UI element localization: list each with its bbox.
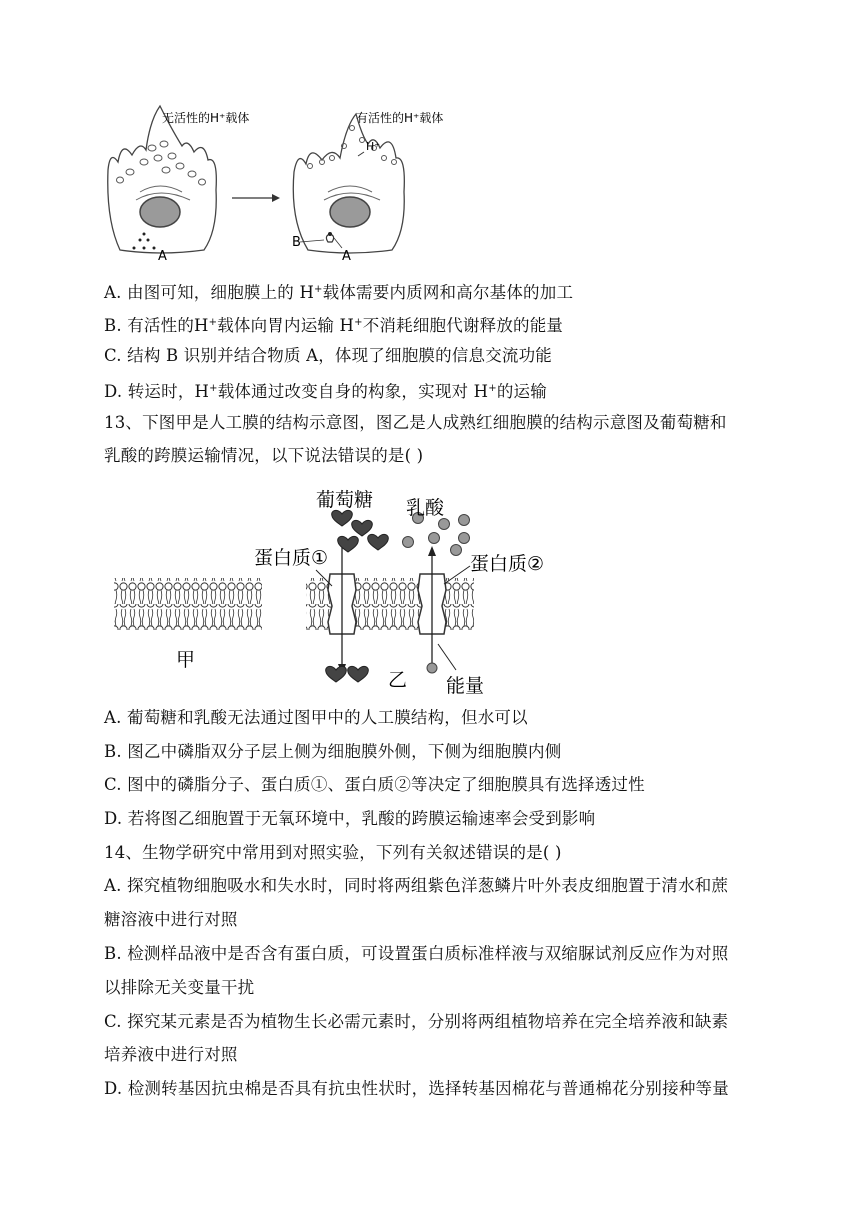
h-carrier-figure: [100, 100, 480, 268]
label-a-left: A: [158, 249, 167, 264]
q13-option-d: D. 若将图乙细胞置于无氧环境中，乳酸的跨膜运输速率会受到影响: [104, 809, 596, 828]
membrane-figure: [110, 478, 560, 700]
label-inactive-carrier: 无活性的H⁺载体: [162, 111, 250, 125]
q14-option-b-line2: 以排除无关变量干扰: [104, 978, 255, 997]
q14-option-b-line1: B. 检测样品液中是否含有蛋白质，可设置蛋白质标准样液与双缩脲试剂反应作为对照: [104, 944, 729, 963]
q13-stem-line2: 乳酸的跨膜运输情况，以下说法错误的是( ): [104, 446, 424, 465]
q12-option-c: C. 结构 B 识别并结合物质 A，体现了细胞膜的信息交流功能: [104, 346, 553, 365]
q12-option-d: D. 转运时，H+载体通过改变自身的构象，实现对 H+的运输: [104, 382, 547, 401]
q12-option-a: A. 由图可知，细胞膜上的 H+载体需要内质网和高尔基体的加工: [104, 283, 574, 302]
q14-option-c-line2: 培养液中进行对照: [104, 1045, 238, 1064]
label-protein-1: 蛋白质①: [254, 547, 329, 569]
label-b: B: [292, 235, 301, 250]
q13-stem-line1: 13、下图甲是人工膜的结构示意图，图乙是人成熟红细胞膜的结构示意图及葡萄糖和: [104, 413, 727, 432]
q14-option-a-line1: A. 探究植物细胞吸水和失水时，同时将两组紫色洋葱鳞片叶外表皮细胞置于清水和蔗: [104, 876, 729, 895]
q14-option-a-line2: 糖溶液中进行对照: [104, 910, 238, 929]
label-protein-2: 蛋白质②: [470, 553, 545, 575]
right-cell-outline: [293, 114, 404, 253]
label-a-right: A: [342, 249, 351, 264]
q14-option-c-line1: C. 探究某元素是否为植物生长必需元素时，分别将两组植物培养在完全培养液和缺素: [104, 1012, 729, 1031]
q13-option-a: A. 葡萄糖和乳酸无法通过图甲中的人工膜结构，但水可以: [104, 708, 528, 727]
q14-stem: 14、生物学研究中常用到对照实验，下列有关叙述错误的是( ): [104, 843, 562, 862]
right-nucleus: [330, 197, 370, 227]
label-active-carrier: 有活性的H⁺载体: [356, 111, 444, 125]
q12-option-b: B. 有活性的H+载体向胃内运输 H+不消耗细胞代谢释放的能量: [104, 316, 564, 335]
label-energy: 能量: [446, 675, 485, 697]
left-nucleus: [140, 197, 180, 227]
label-glucose: 葡萄糖: [316, 489, 374, 511]
jia-membrane-bottom: [114, 604, 262, 630]
q13-option-c: C. 图中的磷脂分子、蛋白质①、蛋白质②等决定了细胞膜具有选择透过性: [104, 775, 645, 794]
label-h-ion: H⁺: [366, 140, 381, 153]
q13-option-b: B. 图乙中磷脂双分子层上侧为细胞膜外侧，下侧为细胞膜内侧: [104, 742, 562, 761]
label-jia: 甲: [176, 649, 196, 671]
q14-option-d-line1: D. 检测转基因抗虫棉是否具有抗虫性状时，选择转基因棉花与普通棉花分别接种等量: [104, 1079, 729, 1098]
label-yi: 乙: [388, 669, 408, 691]
jia-membrane-top: [114, 578, 262, 604]
label-lactate: 乳酸: [406, 497, 445, 519]
